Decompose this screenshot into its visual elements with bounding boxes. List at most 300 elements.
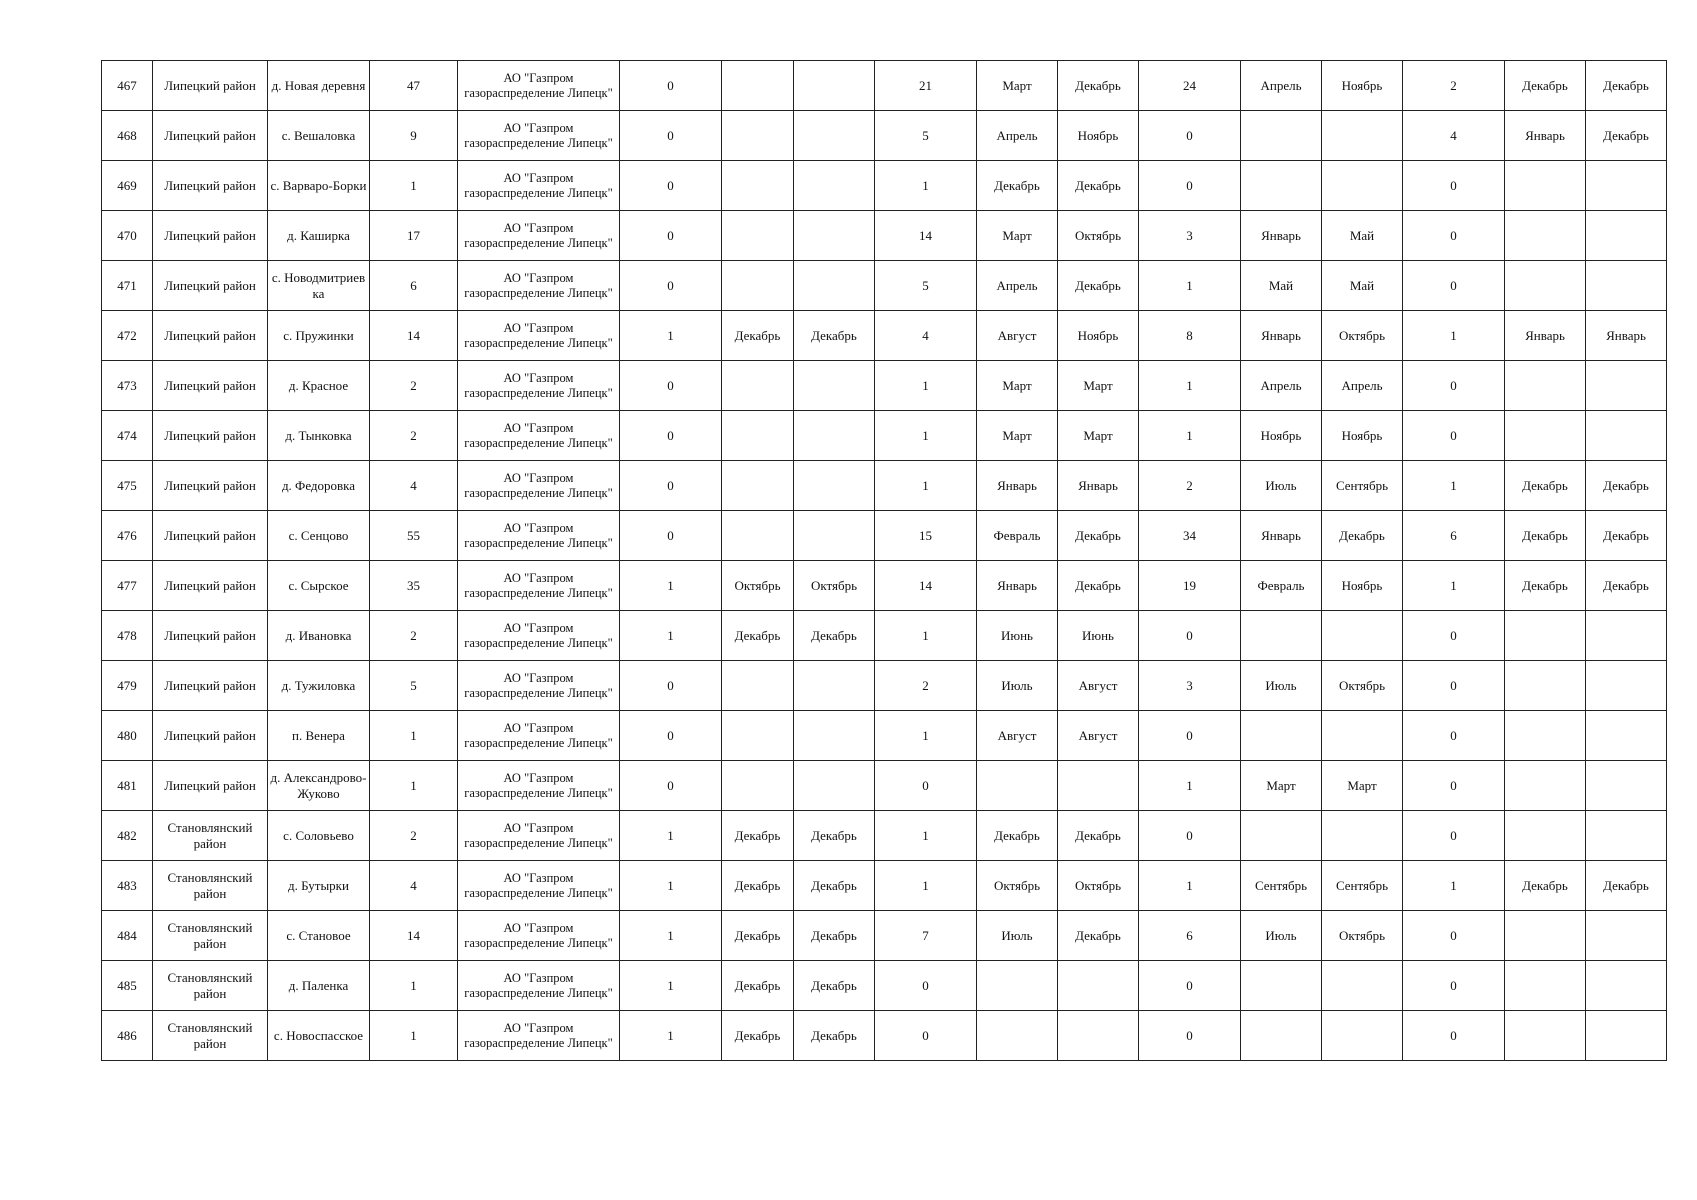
table-row xyxy=(102,811,1667,861)
row-number: 470 xyxy=(102,211,153,261)
document-page xyxy=(101,60,1667,1061)
row-number: 471 xyxy=(102,261,153,311)
stage3-start-month xyxy=(1241,811,1322,861)
stage1-end-month xyxy=(794,61,875,111)
settlement-cell: д. Александрово-Жуково xyxy=(268,761,370,811)
stage2-start-month: Август xyxy=(977,311,1058,361)
stage2-start-month xyxy=(977,961,1058,1011)
stage3-start-month: Январь xyxy=(1241,311,1322,361)
row-number: 468 xyxy=(102,111,153,161)
settlement-cell: с. Варваро-Борки xyxy=(268,161,370,211)
stage1-end-month: Декабрь xyxy=(794,911,875,961)
stage3-count: 0 xyxy=(1139,611,1241,661)
district-cell: Становлянский район xyxy=(153,911,268,961)
table-body xyxy=(102,61,1667,1061)
stage4-count: 1 xyxy=(1403,561,1505,611)
stage3-start-month xyxy=(1241,611,1322,661)
stage3-count: 3 xyxy=(1139,211,1241,261)
stage3-end-month: Ноябрь xyxy=(1322,561,1403,611)
total-count: 9 xyxy=(370,111,458,161)
total-count: 1 xyxy=(370,711,458,761)
stage3-count: 1 xyxy=(1139,861,1241,911)
stage1-count: 0 xyxy=(620,711,722,761)
stage2-start-month: Март xyxy=(977,211,1058,261)
stage2-count: 1 xyxy=(875,161,977,211)
stage2-start-month: Январь xyxy=(977,561,1058,611)
stage2-end-month: Август xyxy=(1058,711,1139,761)
stage3-end-month: Апрель xyxy=(1322,361,1403,411)
stage4-count: 4 xyxy=(1403,111,1505,161)
stage2-count: 4 xyxy=(875,311,977,361)
stage3-start-month: Январь xyxy=(1241,511,1322,561)
settlement-cell: с. Сенцово xyxy=(268,511,370,561)
district-cell: Липецкий район xyxy=(153,111,268,161)
stage3-start-month: Июль xyxy=(1241,461,1322,511)
stage4-end-month: Декабрь xyxy=(1586,461,1667,511)
stage1-count: 0 xyxy=(620,261,722,311)
stage2-count: 1 xyxy=(875,361,977,411)
stage1-end-month xyxy=(794,661,875,711)
stage3-end-month: Октябрь xyxy=(1322,911,1403,961)
stage1-end-month: Декабрь xyxy=(794,311,875,361)
stage3-end-month xyxy=(1322,961,1403,1011)
stage4-end-month: Январь xyxy=(1586,311,1667,361)
stage3-start-month: Ноябрь xyxy=(1241,411,1322,461)
stage4-count: 0 xyxy=(1403,661,1505,711)
stage4-end-month: Декабрь xyxy=(1586,861,1667,911)
table-row xyxy=(102,961,1667,1011)
stage2-start-month: Апрель xyxy=(977,111,1058,161)
stage1-count: 1 xyxy=(620,861,722,911)
settlement-cell: с. Новоспасское xyxy=(268,1011,370,1061)
stage2-count: 7 xyxy=(875,911,977,961)
stage4-end-month xyxy=(1586,961,1667,1011)
stage4-start-month xyxy=(1505,811,1586,861)
stage4-count: 1 xyxy=(1403,861,1505,911)
stage2-count: 2 xyxy=(875,661,977,711)
stage3-end-month: Май xyxy=(1322,211,1403,261)
district-cell: Липецкий район xyxy=(153,411,268,461)
stage1-end-month: Декабрь xyxy=(794,961,875,1011)
stage4-count: 0 xyxy=(1403,211,1505,261)
stage3-start-month: Апрель xyxy=(1241,61,1322,111)
stage4-end-month: Декабрь xyxy=(1586,111,1667,161)
stage1-count: 1 xyxy=(620,311,722,361)
district-cell: Становлянский район xyxy=(153,811,268,861)
row-number: 482 xyxy=(102,811,153,861)
total-count: 1 xyxy=(370,161,458,211)
stage1-start-month xyxy=(722,361,794,411)
stage2-count: 1 xyxy=(875,611,977,661)
stage1-start-month xyxy=(722,511,794,561)
stage2-count: 1 xyxy=(875,411,977,461)
district-cell: Липецкий район xyxy=(153,211,268,261)
table-row xyxy=(102,1011,1667,1061)
stage3-end-month xyxy=(1322,811,1403,861)
stage4-count: 6 xyxy=(1403,511,1505,561)
settlement-cell: д. Ивановка xyxy=(268,611,370,661)
table-row xyxy=(102,111,1667,161)
stage1-start-month xyxy=(722,661,794,711)
stage1-start-month xyxy=(722,411,794,461)
stage3-start-month: Январь xyxy=(1241,211,1322,261)
stage1-end-month: Декабрь xyxy=(794,811,875,861)
row-number: 486 xyxy=(102,1011,153,1061)
table-row xyxy=(102,611,1667,661)
stage2-end-month: Январь xyxy=(1058,461,1139,511)
stage2-end-month xyxy=(1058,761,1139,811)
stage4-count: 0 xyxy=(1403,911,1505,961)
stage2-end-month: Октябрь xyxy=(1058,211,1139,261)
stage2-end-month: Декабрь xyxy=(1058,561,1139,611)
stage1-count: 0 xyxy=(620,61,722,111)
organization-cell: АО "Газпром газораспределение Липецк" xyxy=(458,961,620,1011)
stage1-start-month: Декабрь xyxy=(722,911,794,961)
settlement-cell: с. Новодмитриевка xyxy=(268,261,370,311)
stage2-end-month: Декабрь xyxy=(1058,261,1139,311)
settlement-cell: д. Тужиловка xyxy=(268,661,370,711)
stage4-start-month xyxy=(1505,1011,1586,1061)
stage2-start-month: Июль xyxy=(977,911,1058,961)
organization-cell: АО "Газпром газораспределение Липецк" xyxy=(458,811,620,861)
organization-cell: АО "Газпром газораспределение Липецк" xyxy=(458,761,620,811)
stage4-count: 1 xyxy=(1403,311,1505,361)
stage3-count: 0 xyxy=(1139,111,1241,161)
stage2-count: 1 xyxy=(875,811,977,861)
stage4-end-month: Декабрь xyxy=(1586,511,1667,561)
stage3-count: 6 xyxy=(1139,911,1241,961)
stage4-end-month xyxy=(1586,761,1667,811)
settlement-cell: д. Федоровка xyxy=(268,461,370,511)
stage1-count: 1 xyxy=(620,911,722,961)
stage3-start-month xyxy=(1241,161,1322,211)
stage2-count: 0 xyxy=(875,761,977,811)
total-count: 14 xyxy=(370,311,458,361)
total-count: 2 xyxy=(370,361,458,411)
stage1-count: 1 xyxy=(620,811,722,861)
stage1-start-month: Декабрь xyxy=(722,961,794,1011)
stage1-end-month xyxy=(794,161,875,211)
stage3-start-month: Май xyxy=(1241,261,1322,311)
settlement-cell: с. Пружинки xyxy=(268,311,370,361)
stage1-count: 0 xyxy=(620,161,722,211)
organization-cell: АО "Газпром газораспределение Липецк" xyxy=(458,1011,620,1061)
total-count: 2 xyxy=(370,811,458,861)
table-row xyxy=(102,61,1667,111)
table-row xyxy=(102,461,1667,511)
table-row xyxy=(102,911,1667,961)
table-row xyxy=(102,261,1667,311)
stage1-start-month: Декабрь xyxy=(722,311,794,361)
stage2-start-month: Март xyxy=(977,61,1058,111)
stage3-start-month: Июль xyxy=(1241,661,1322,711)
organization-cell: АО "Газпром газораспределение Липецк" xyxy=(458,711,620,761)
stage1-end-month xyxy=(794,461,875,511)
stage1-count: 1 xyxy=(620,561,722,611)
organization-cell: АО "Газпром газораспределение Липецк" xyxy=(458,611,620,661)
settlement-cell: с. Вешаловка xyxy=(268,111,370,161)
organization-cell: АО "Газпром газораспределение Липецк" xyxy=(458,61,620,111)
stage3-end-month xyxy=(1322,711,1403,761)
stage2-start-month: Февраль xyxy=(977,511,1058,561)
stage4-start-month: Январь xyxy=(1505,311,1586,361)
district-cell: Липецкий район xyxy=(153,761,268,811)
stage1-end-month: Декабрь xyxy=(794,861,875,911)
stage4-count: 0 xyxy=(1403,761,1505,811)
total-count: 17 xyxy=(370,211,458,261)
settlement-cell: д. Каширка xyxy=(268,211,370,261)
stage4-end-month xyxy=(1586,911,1667,961)
row-number: 477 xyxy=(102,561,153,611)
stage1-end-month xyxy=(794,411,875,461)
stage4-count: 0 xyxy=(1403,611,1505,661)
stage1-count: 0 xyxy=(620,111,722,161)
stage3-start-month: Март xyxy=(1241,761,1322,811)
stage3-count: 24 xyxy=(1139,61,1241,111)
stage3-start-month xyxy=(1241,111,1322,161)
stage2-count: 5 xyxy=(875,261,977,311)
district-cell: Липецкий район xyxy=(153,311,268,361)
settlement-cell: д. Паленка xyxy=(268,961,370,1011)
stage1-end-month xyxy=(794,761,875,811)
settlement-cell: д. Бутырки xyxy=(268,861,370,911)
stage3-count: 0 xyxy=(1139,161,1241,211)
stage3-count: 2 xyxy=(1139,461,1241,511)
stage1-count: 0 xyxy=(620,761,722,811)
organization-cell: АО "Газпром газораспределение Липецк" xyxy=(458,261,620,311)
stage1-end-month: Октябрь xyxy=(794,561,875,611)
total-count: 14 xyxy=(370,911,458,961)
stage4-start-month xyxy=(1505,661,1586,711)
stage2-end-month: Март xyxy=(1058,411,1139,461)
organization-cell: АО "Газпром газораспределение Липецк" xyxy=(458,361,620,411)
stage3-count: 3 xyxy=(1139,661,1241,711)
stage2-end-month: Июнь xyxy=(1058,611,1139,661)
stage4-end-month xyxy=(1586,811,1667,861)
total-count: 5 xyxy=(370,661,458,711)
stage4-count: 0 xyxy=(1403,711,1505,761)
stage3-end-month xyxy=(1322,611,1403,661)
stage4-count: 0 xyxy=(1403,361,1505,411)
stage4-start-month: Декабрь xyxy=(1505,561,1586,611)
stage2-end-month: Август xyxy=(1058,661,1139,711)
district-cell: Липецкий район xyxy=(153,561,268,611)
stage3-count: 1 xyxy=(1139,411,1241,461)
stage3-end-month: Март xyxy=(1322,761,1403,811)
stage1-count: 0 xyxy=(620,411,722,461)
organization-cell: АО "Газпром газораспределение Липецк" xyxy=(458,561,620,611)
stage2-start-month: Апрель xyxy=(977,261,1058,311)
organization-cell: АО "Газпром газораспределение Липецк" xyxy=(458,161,620,211)
stage2-count: 1 xyxy=(875,711,977,761)
stage1-count: 1 xyxy=(620,961,722,1011)
stage4-end-month xyxy=(1586,161,1667,211)
gasification-schedule-table xyxy=(101,60,1667,1061)
stage4-start-month xyxy=(1505,161,1586,211)
organization-cell: АО "Газпром газораспределение Липецк" xyxy=(458,461,620,511)
stage3-end-month: Сентябрь xyxy=(1322,861,1403,911)
district-cell: Липецкий район xyxy=(153,161,268,211)
stage3-start-month xyxy=(1241,961,1322,1011)
stage2-end-month: Ноябрь xyxy=(1058,311,1139,361)
district-cell: Липецкий район xyxy=(153,511,268,561)
stage1-count: 0 xyxy=(620,511,722,561)
stage2-end-month: Март xyxy=(1058,361,1139,411)
stage1-start-month: Декабрь xyxy=(722,1011,794,1061)
district-cell: Становлянский район xyxy=(153,1011,268,1061)
stage4-start-month xyxy=(1505,361,1586,411)
stage3-end-month: Октябрь xyxy=(1322,311,1403,361)
stage1-count: 0 xyxy=(620,461,722,511)
stage1-end-month xyxy=(794,511,875,561)
stage4-end-month: Декабрь xyxy=(1586,561,1667,611)
stage1-end-month xyxy=(794,711,875,761)
stage2-start-month: Декабрь xyxy=(977,811,1058,861)
stage2-end-month: Декабрь xyxy=(1058,511,1139,561)
total-count: 47 xyxy=(370,61,458,111)
stage2-end-month: Октябрь xyxy=(1058,861,1139,911)
stage1-start-month xyxy=(722,261,794,311)
stage1-end-month xyxy=(794,111,875,161)
district-cell: Липецкий район xyxy=(153,461,268,511)
row-number: 485 xyxy=(102,961,153,1011)
row-number: 481 xyxy=(102,761,153,811)
row-number: 476 xyxy=(102,511,153,561)
table-row xyxy=(102,361,1667,411)
stage4-start-month xyxy=(1505,911,1586,961)
stage4-end-month xyxy=(1586,211,1667,261)
organization-cell: АО "Газпром газораспределение Липецк" xyxy=(458,511,620,561)
settlement-cell: п. Венера xyxy=(268,711,370,761)
stage1-start-month: Декабрь xyxy=(722,861,794,911)
stage1-start-month xyxy=(722,161,794,211)
stage4-start-month: Декабрь xyxy=(1505,861,1586,911)
row-number: 467 xyxy=(102,61,153,111)
stage4-start-month xyxy=(1505,211,1586,261)
row-number: 484 xyxy=(102,911,153,961)
stage4-count: 2 xyxy=(1403,61,1505,111)
stage4-count: 0 xyxy=(1403,961,1505,1011)
district-cell: Липецкий район xyxy=(153,611,268,661)
organization-cell: АО "Газпром газораспределение Липецк" xyxy=(458,911,620,961)
stage3-count: 8 xyxy=(1139,311,1241,361)
stage3-end-month xyxy=(1322,1011,1403,1061)
stage4-count: 0 xyxy=(1403,411,1505,461)
row-number: 475 xyxy=(102,461,153,511)
stage4-count: 0 xyxy=(1403,811,1505,861)
organization-cell: АО "Газпром газораспределение Липецк" xyxy=(458,111,620,161)
table-row xyxy=(102,711,1667,761)
stage1-count: 0 xyxy=(620,661,722,711)
stage3-count: 0 xyxy=(1139,711,1241,761)
settlement-cell: д. Красное xyxy=(268,361,370,411)
stage1-end-month: Декабрь xyxy=(794,611,875,661)
stage1-start-month: Октябрь xyxy=(722,561,794,611)
total-count: 1 xyxy=(370,1011,458,1061)
stage1-end-month xyxy=(794,361,875,411)
stage4-start-month xyxy=(1505,711,1586,761)
total-count: 55 xyxy=(370,511,458,561)
district-cell: Становлянский район xyxy=(153,961,268,1011)
organization-cell: АО "Газпром газораспределение Липецк" xyxy=(458,861,620,911)
row-number: 478 xyxy=(102,611,153,661)
stage2-end-month: Декабрь xyxy=(1058,161,1139,211)
stage2-end-month: Декабрь xyxy=(1058,61,1139,111)
stage3-end-month: Декабрь xyxy=(1322,511,1403,561)
row-number: 474 xyxy=(102,411,153,461)
stage1-start-month: Декабрь xyxy=(722,811,794,861)
table-row xyxy=(102,761,1667,811)
table-row xyxy=(102,861,1667,911)
organization-cell: АО "Газпром газораспределение Липецк" xyxy=(458,411,620,461)
stage1-start-month xyxy=(722,211,794,261)
stage4-count: 0 xyxy=(1403,161,1505,211)
row-number: 480 xyxy=(102,711,153,761)
stage4-start-month: Декабрь xyxy=(1505,61,1586,111)
stage2-count: 0 xyxy=(875,1011,977,1061)
total-count: 6 xyxy=(370,261,458,311)
stage4-count: 0 xyxy=(1403,1011,1505,1061)
stage2-start-month: Март xyxy=(977,361,1058,411)
stage1-end-month xyxy=(794,261,875,311)
settlement-cell: д. Новая деревня xyxy=(268,61,370,111)
organization-cell: АО "Газпром газораспределение Липецк" xyxy=(458,211,620,261)
stage3-count: 1 xyxy=(1139,261,1241,311)
stage1-start-month xyxy=(722,461,794,511)
stage2-start-month: Июль xyxy=(977,661,1058,711)
total-count: 2 xyxy=(370,611,458,661)
row-number: 472 xyxy=(102,311,153,361)
stage2-count: 1 xyxy=(875,861,977,911)
settlement-cell: с. Сырское xyxy=(268,561,370,611)
stage1-count: 1 xyxy=(620,611,722,661)
stage2-start-month xyxy=(977,1011,1058,1061)
stage2-end-month: Декабрь xyxy=(1058,911,1139,961)
stage4-count: 0 xyxy=(1403,261,1505,311)
stage1-count: 0 xyxy=(620,211,722,261)
stage1-start-month xyxy=(722,111,794,161)
stage3-end-month: Ноябрь xyxy=(1322,61,1403,111)
stage4-start-month xyxy=(1505,961,1586,1011)
organization-cell: АО "Газпром газораспределение Липецк" xyxy=(458,311,620,361)
stage2-count: 15 xyxy=(875,511,977,561)
stage2-start-month: Март xyxy=(977,411,1058,461)
stage2-count: 1 xyxy=(875,461,977,511)
stage1-end-month xyxy=(794,211,875,261)
total-count: 2 xyxy=(370,411,458,461)
row-number: 479 xyxy=(102,661,153,711)
stage3-count: 34 xyxy=(1139,511,1241,561)
row-number: 469 xyxy=(102,161,153,211)
stage2-count: 14 xyxy=(875,211,977,261)
total-count: 35 xyxy=(370,561,458,611)
table-row xyxy=(102,211,1667,261)
total-count: 4 xyxy=(370,861,458,911)
stage3-count: 19 xyxy=(1139,561,1241,611)
stage3-start-month: Февраль xyxy=(1241,561,1322,611)
settlement-cell: с. Соловьево xyxy=(268,811,370,861)
stage4-end-month: Декабрь xyxy=(1586,61,1667,111)
stage4-start-month xyxy=(1505,411,1586,461)
row-number: 473 xyxy=(102,361,153,411)
total-count: 1 xyxy=(370,961,458,1011)
stage3-count: 0 xyxy=(1139,811,1241,861)
stage4-start-month xyxy=(1505,261,1586,311)
stage1-start-month xyxy=(722,61,794,111)
stage2-count: 14 xyxy=(875,561,977,611)
total-count: 1 xyxy=(370,761,458,811)
stage3-start-month: Июль xyxy=(1241,911,1322,961)
